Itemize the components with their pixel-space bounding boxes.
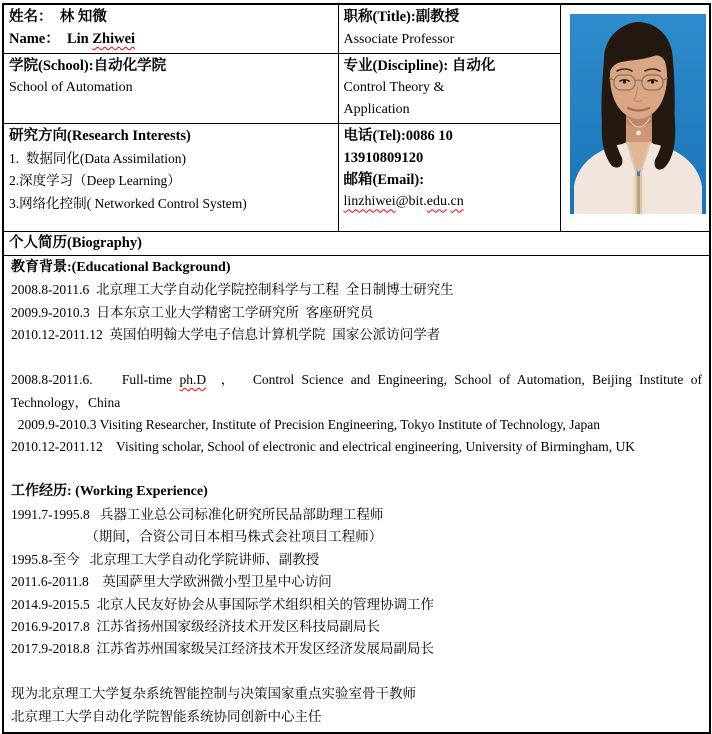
work-item: （期间，合资公司日本相马株式会社项目工程师） — [11, 529, 383, 545]
cell-biography-header — [3, 231, 710, 255]
current-position-line: 北京理工大学自动化学院智能系统协同创新中心主任 — [11, 708, 322, 724]
blank-line — [11, 347, 702, 369]
cell-research — [3, 123, 338, 231]
research-header: 研究方向(Research Interests) — [9, 127, 191, 144]
email-label: 邮箱(Email): — [343, 171, 425, 188]
blank-line — [11, 459, 702, 481]
cell-photo — [560, 4, 710, 231]
work-item: 2011.6-2011.8 英国萨里大学欧洲微小型卫星中心访问 — [11, 574, 332, 590]
cell-biography-body — [3, 255, 710, 733]
current-position-line: 现为北京理工大学复杂系统智能控制与决策国家重点实验室骨干教师 — [11, 686, 416, 702]
phd-misspelled: ph.D — [179, 372, 207, 388]
blank-line — [11, 661, 702, 683]
education-en-phd-line1: 2008.8-2011.6. Full-time ph.D ， Control Science and Engineering, School of Automation, Beijing Institute of — [11, 372, 702, 388]
cell-name — [3, 4, 338, 53]
name-en-misspelled: Zhiwei — [92, 30, 136, 47]
work-item: 1991.7-1995.8 兵器工业总公司标准化研究所民品部助理工程师 — [11, 506, 384, 522]
discipline-zh: 专业(Discipline): 自动化 — [343, 57, 496, 74]
tel-line-2: 13910809120 — [343, 149, 424, 166]
education-zh-item: 2008.8-2011.6 北京理工大学自动化学院控制科学与工程 全日制博士研究生 — [11, 282, 454, 298]
education-en-item: 2009.9-2010.3 Visiting Researcher, Institute of Precision Engineering, Tokyo Institute of Technology, Japan — [11, 417, 601, 433]
education-en-item: 2010.12-2011.12 Visiting scholar, School of electronic and electrical engineering, University of Birmingham, UK — [11, 439, 636, 455]
discipline-en-1: Control Theory & — [343, 80, 445, 96]
school-en: School of Automation — [9, 80, 133, 96]
profile-table — [2, 3, 711, 734]
name-zh: 姓名： 林 知微 — [9, 9, 107, 25]
email-address: linzhiwei@bit.edu.cn — [343, 194, 464, 210]
education-zh-item: 2010.12-2011.12 英国伯明翰大学电子信息计算机学院 国家公派访问学者 — [11, 327, 441, 343]
title-zh: 职称(Title):副教授 — [343, 9, 460, 25]
education-zh-item: 2009.9-2010.3 日本东京工业大学精密工学研究所 客座研究员 — [11, 304, 374, 320]
portrait-photo — [570, 14, 706, 214]
work-item: 2016.9-2017.8 江苏省扬州国家级经济技术开发区科技局副局长 — [11, 618, 380, 634]
education-header: 教育背景:(Educational Background) — [11, 259, 231, 275]
discipline-en-2: Application — [343, 102, 410, 118]
cell-school — [3, 53, 338, 123]
cell-contact — [338, 123, 560, 231]
title-en: Associate Professor — [343, 31, 455, 47]
tel-line-1: 电话(Tel):0086 10 — [343, 127, 453, 144]
education-en-phd-line2: Technology，China — [11, 394, 121, 410]
biography-header: 个人简历(Biography) — [9, 234, 142, 251]
work-item: 2014.9-2015.5 北京人民友好协会从事国际学术组织相关的管理协调工作 — [11, 596, 434, 612]
work-item: 2017.9-2018.8 江苏省苏州国家级吴江经济技术开发区经济发展局副局长 — [11, 641, 434, 657]
cell-title — [338, 4, 560, 53]
work-header: 工作经历: (Working Experience) — [11, 484, 208, 500]
work-item: 1995.8-至今 北京理工大学自动化学院讲师、副教授 — [11, 551, 320, 567]
name-en: Name： Lin Zhiwei — [9, 30, 136, 47]
cell-discipline — [338, 53, 560, 123]
school-zh: 学院(School):自动化学院 — [9, 57, 167, 74]
research-item-3: 3.网络化控制( Networked Control System) — [9, 195, 247, 211]
research-item-1: 1. 数据同化(Data Assimilation) — [9, 150, 186, 166]
research-item-2: 2.深度学习（Deep Learning） — [9, 173, 181, 189]
